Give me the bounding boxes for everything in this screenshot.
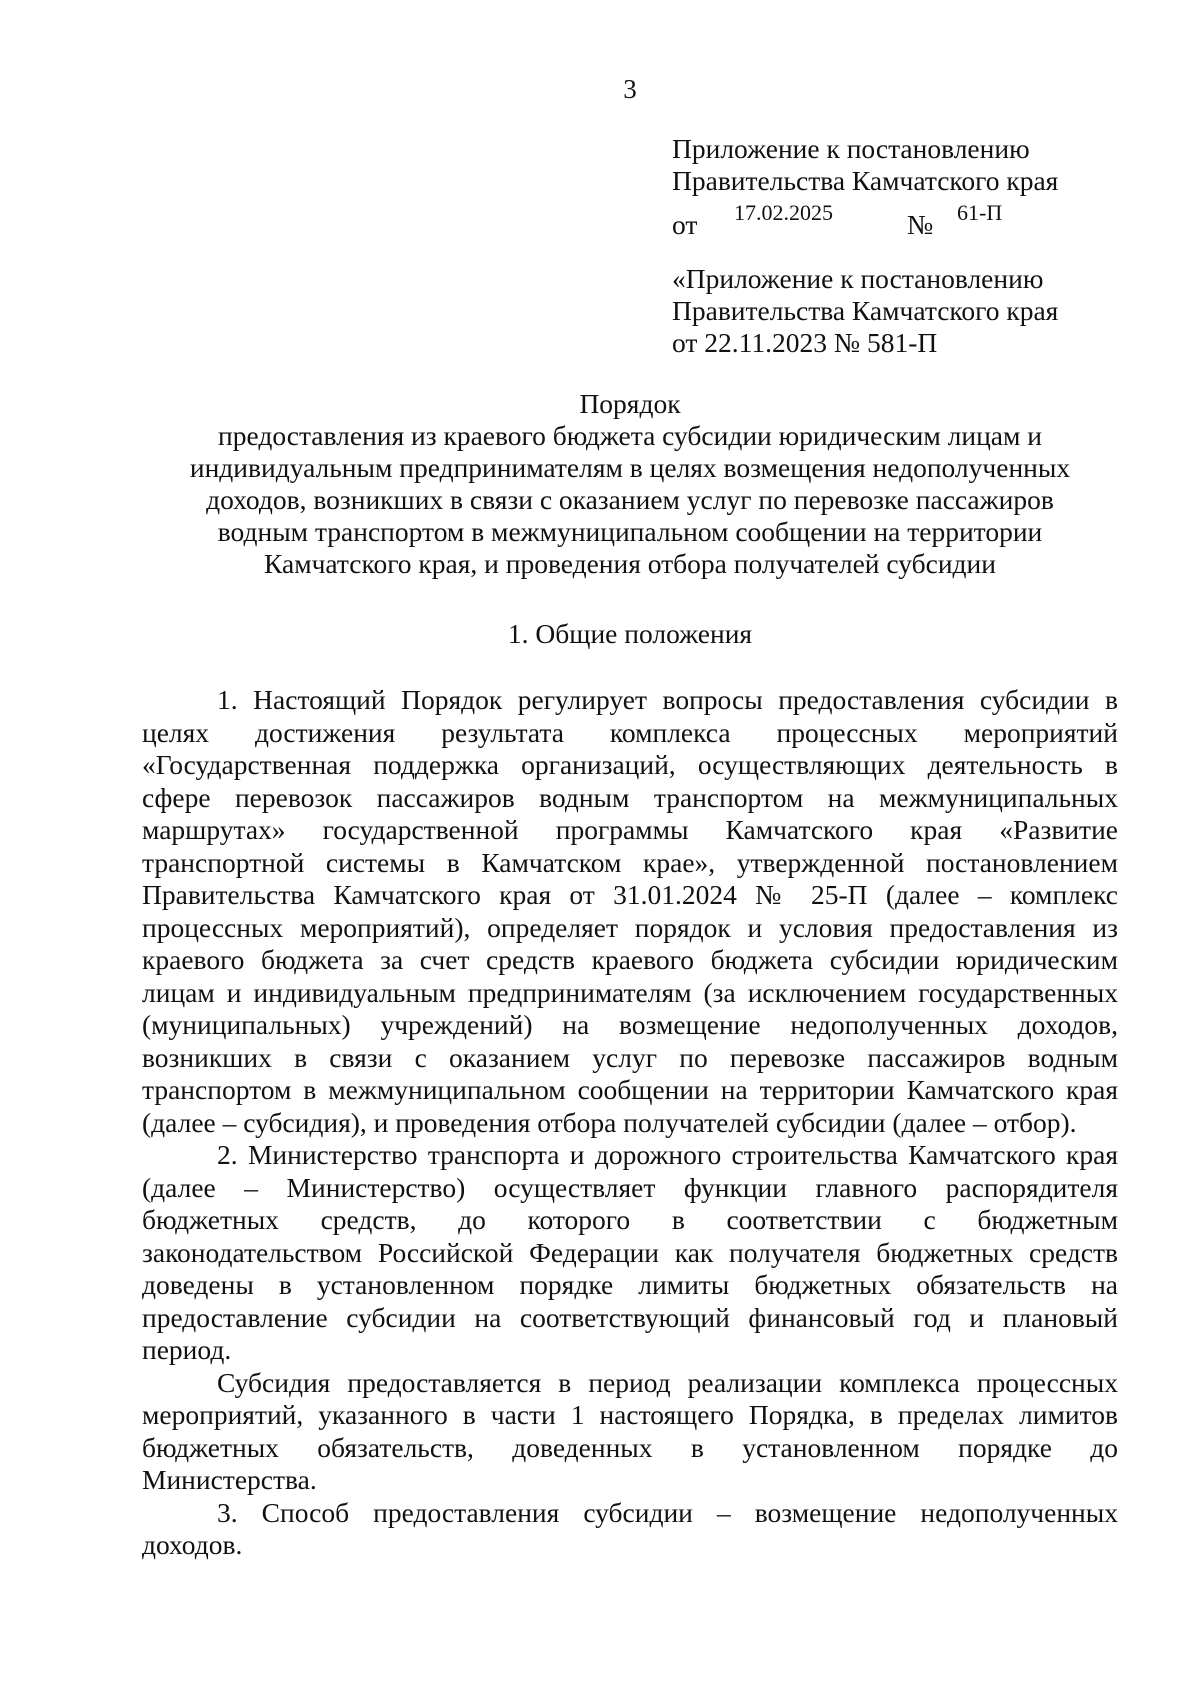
text-line: транспортной системы в Камчатском крае», утвержденной постановлением	[142, 846, 1118, 878]
text-line: Правительства Камчатского края от 31.01.2024 № 25-П (далее – комплекс	[142, 879, 1118, 910]
paragraph-2	[142, 1139, 1118, 1367]
paragraph-4	[142, 1497, 1118, 1562]
text-line: 3. Способ предоставления субсидии – возмещение недополученных	[217, 1496, 1118, 1528]
text-line: доходов.	[142, 1529, 243, 1560]
ot-label: от	[672, 209, 698, 240]
text-line: предоставление субсидии на соответствующий финансовый год и плановый	[142, 1301, 1118, 1333]
section-heading: 1. Общие положения	[507, 618, 753, 649]
page-number: 3	[623, 74, 637, 104]
number-sign: №	[907, 209, 934, 240]
title-line: индивидуальным предпринимателям в целях возмещения недополученных	[189, 452, 1071, 483]
text-line: маршрутах» государственной программы Камчатского края «Развитие	[142, 814, 1118, 845]
appendix-previous-line3: от 22.11.2023 № 581-П	[672, 327, 938, 358]
appendix-current-line2: Правительства Камчатского края	[672, 165, 1059, 196]
appendix-previous-line1: «Приложение к постановлению	[672, 263, 1044, 294]
text-line: лицам и индивидуальным предпринимателям (за исключением государственных	[142, 976, 1118, 1008]
appendix-previous	[672, 263, 1092, 359]
text-line: период.	[142, 1334, 232, 1365]
resolution-number: 61-П	[957, 200, 1003, 225]
appendix-current-line1: Приложение к постановлению	[672, 133, 1030, 164]
resolution-date: 17.02.2025	[734, 200, 833, 225]
text-line: транспортом в межмуниципальном сообщении на территории Камчатского края	[142, 1074, 1118, 1105]
appendix-current	[672, 133, 1092, 241]
text-line: «Государственная поддержка организаций, осуществляющих деятельность в	[142, 749, 1118, 780]
text-line: бюджетных обязательств, доведенных в установленном порядке до	[142, 1431, 1118, 1463]
appendix-previous-line2: Правительства Камчатского края	[672, 295, 1059, 326]
appendix-current-date-line	[672, 197, 1092, 241]
text-line: бюджетных средств, до которого в соответствии с бюджетным	[142, 1204, 1118, 1235]
text-line: мероприятий, указанного в части 1 настоящего Порядка, в пределах лимитов	[142, 1399, 1118, 1430]
title-line: доходов, возникших в связи с оказанием услуг по перевозке пассажиров	[206, 484, 1054, 515]
text-line: сфере перевозок пассажиров водным транспортом на межмуниципальных	[142, 781, 1118, 813]
text-line: доведены в установленном порядке лимиты бюджетных обязательств на	[142, 1269, 1118, 1300]
text-line: (далее – Министерство) осуществляет функции главного распорядителя	[142, 1171, 1118, 1203]
title-line: предоставления из краевого бюджета субсидии юридическим лицам и	[218, 420, 1042, 451]
paragraph-3	[142, 1367, 1118, 1497]
title-line: Порядок	[579, 388, 681, 419]
title-line: водным транспортом в межмуниципальном сообщении на территории	[217, 516, 1043, 547]
text-line: процессных мероприятий), определяет порядок и условия предоставления из	[142, 911, 1118, 943]
text-line: (далее – субсидия), и проведения отбора получателей субсидии (далее – отбор).	[142, 1106, 1077, 1138]
text-line: 2. Министерство транспорта и дорожного строительства Камчатского края	[217, 1139, 1118, 1170]
paragraph-1	[142, 684, 1118, 1139]
document-body	[142, 684, 1118, 1562]
title-line: Камчатского края, и проведения отбора получателей субсидии	[264, 548, 996, 579]
document-title	[140, 388, 1120, 580]
text-line: 1. Настоящий Порядок регулирует вопросы предоставления субсидии в	[217, 684, 1118, 715]
text-line: (муниципальных) учреждений) на возмещение недополученных доходов,	[142, 1009, 1118, 1040]
text-line: возникших в связи с оказанием услуг по перевозке пассажиров водным	[142, 1041, 1118, 1073]
text-line: Субсидия предоставляется в период реализации комплекса процессных	[217, 1366, 1118, 1398]
text-line: краевого бюджета за счет средств краевого бюджета субсидии юридическим	[142, 944, 1118, 975]
text-line: Министерства.	[142, 1464, 317, 1495]
text-line: целях достижения результата комплекса процессных мероприятий	[142, 716, 1118, 748]
text-line: законодательством Российской Федерации как получателя бюджетных средств	[142, 1236, 1118, 1268]
